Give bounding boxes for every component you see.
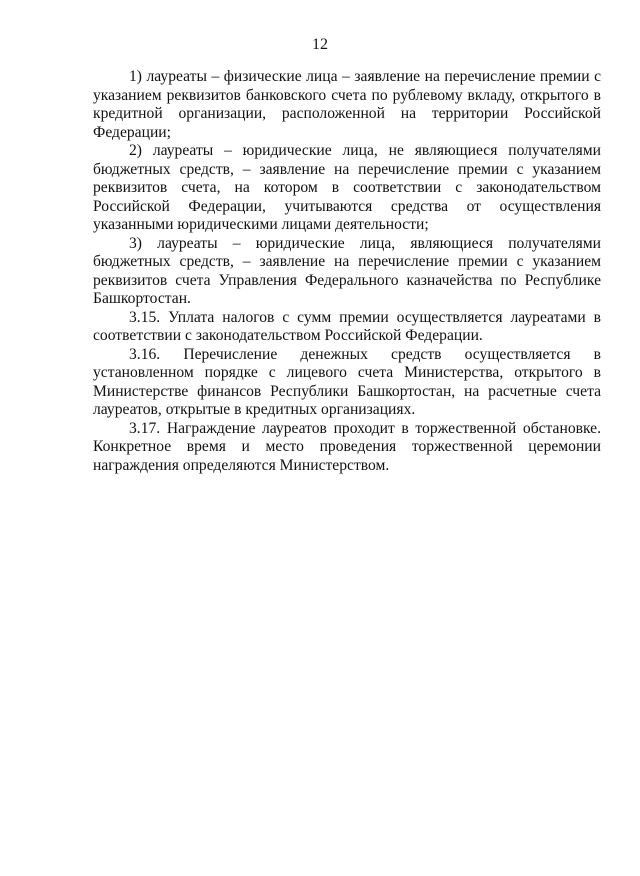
paragraph-3-16-transfer: 3.16. Перечисление денежных средств осуществляется в установленном порядке с лицевого счета Министерства, открытого в Министерстве финансов Республики Башкортостан, на расчетные счета лауреатов, открытые в кредитных организациях. (93, 345, 601, 418)
paragraph-laureates-legal-non-budget: 2) лауреаты – юридические лица, не являющиеся получателями бюджетных средств, – заявление на перечисление премии с указанием реквизитов счета, на котором в соответствии с законодательством Российской Федерации, учитываются средства от осуществления указанными юридическими лицами деятельности; (93, 142, 601, 233)
page-number: 12 (312, 36, 328, 53)
paragraph-3-15-taxes: 3.15. Уплата налогов с сумм премии осуществляется лауреатами в соответствии с законодательством Российской Федерации. (93, 308, 601, 344)
paragraph-3-17-ceremony: 3.17. Награждение лауреатов проходит в торжественной обстановке. Конкретное время и место проведения торжественной церемонии награждения определяются Министерством. (93, 419, 601, 474)
document-body (93, 68, 601, 475)
paragraph-laureates-individuals: 1) лауреаты – физические лица – заявление на перечисление премии с указанием реквизитов банковского счета по рублевому вкладу, открытого в кредитной организации, расположенной на территории Российской Федерации; (93, 68, 601, 141)
paragraph-laureates-legal-budget: 3) лауреаты – юридические лица, являющиеся получателями бюджетных средств, – заявление на перечисление премии с указанием реквизитов счета Управления Федерального казначейства по Республике Башкортостан. (93, 234, 601, 307)
